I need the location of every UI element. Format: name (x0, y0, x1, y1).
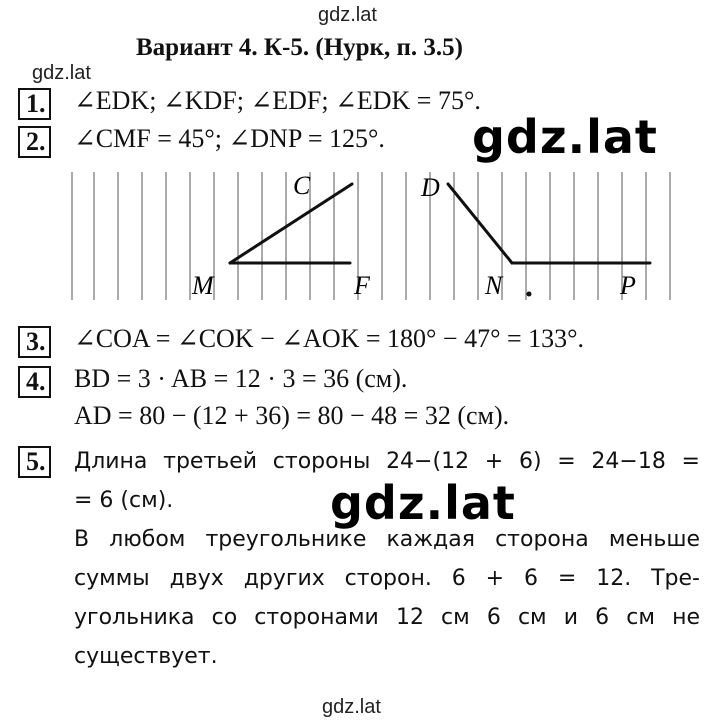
problem-5-line-4: суммы двух других сторон. 6 + 6 = 12. Тре- (74, 566, 700, 591)
problem-3-number: 3. (18, 326, 51, 358)
problem-1-number: 1. (18, 88, 51, 120)
problem-3-line-1: ∠COA = ∠COK − ∠AOK = 180° − 47° = 133°. (74, 324, 585, 353)
problem-4-line-1: BD = 3 · AB = 12 · 3 = 36 (см). (74, 364, 408, 393)
label-M: M (192, 271, 214, 300)
label-F: F (354, 271, 370, 300)
problem-2-number: 2. (18, 126, 51, 158)
watermark-big-1: gdz.lat (472, 110, 658, 164)
watermark-top: gdz.lat (318, 4, 377, 26)
label-P: P (620, 271, 636, 300)
page-title: Вариант 4. К-5. (Нурк, п. 3.5) (136, 34, 463, 61)
problem-5-line-1: Длина третьей стороны 24−(12 + 6) = 24−18 = (74, 449, 700, 474)
problem-2-line-1: ∠CMF = 45°; ∠DNP = 125°. (74, 124, 385, 153)
label-N: N (485, 271, 503, 300)
problem-4-line-2: AD = 80 − (12 + 36) = 80 − 48 = 32 (см). (74, 401, 510, 430)
problem-5-line-2: = 6 (см). (74, 488, 174, 513)
problem-4-number: 4. (18, 366, 51, 398)
problem-5-number: 5. (18, 446, 51, 478)
problem-1-line-1: ∠EDK; ∠KDF; ∠EDF; ∠EDK = 75°. (74, 86, 481, 115)
angle-figure (60, 160, 700, 308)
problem-5-line-5: угольника со сторонами 12 см 6 см и 6 см не (74, 605, 700, 630)
watermark-left: gdz.lat (32, 62, 91, 84)
watermark-bottom: gdz.lat (322, 696, 381, 718)
problem-5-line-3: В любом треугольнике каждая сторона меньше (74, 527, 700, 552)
label-D: D (421, 173, 440, 202)
watermark-big-2: gdz.lat (330, 476, 516, 530)
label-C: C (293, 171, 311, 200)
problem-5-line-6: существует. (74, 644, 218, 669)
figure-hatching (72, 172, 670, 300)
